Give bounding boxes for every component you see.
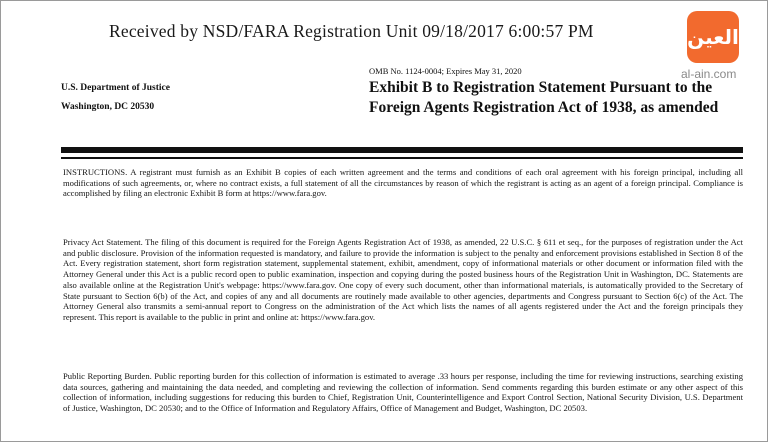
divider-thick xyxy=(61,147,743,153)
logo-glyph: العين xyxy=(687,25,739,49)
al-ain-logo xyxy=(687,11,739,63)
omb-number: OMB No. 1124-0004; Expires May 31, 2020 xyxy=(369,66,522,76)
department-name: U.S. Department of Justice xyxy=(61,83,170,93)
divider-thin xyxy=(61,157,743,159)
form-title-text: Exhibit B to Registration Statement Pursuant to the Foreign Agents Registration Act of 1938, as amended xyxy=(369,79,719,116)
logo-site-text: al-ain.com xyxy=(681,67,737,81)
form-title xyxy=(369,78,729,118)
reporting-burden-paragraph: Public Reporting Burden. Public reporting burden for this collection of information is estimated to average .33 hours per response, including the time for reviewing instructions, searching existing data sources, gathering and maintaining the data needed, and completing and reviewing the collection of information. Send comments regarding this burden estimate or any other aspect of this collection of information, including suggestions for reducing this burden to Chief, Registration Unit, Counterintelligence and Export Control Section, National Security Division, U.S. Department of Justice, Washington, DC 20530; and to the Office of Information and Regulatory Affairs, Office of Management and Budget, Washington, DC 20503. xyxy=(63,371,743,414)
instructions-paragraph: INSTRUCTIONS. A registrant must furnish as an Exhibit B copies of each written agreement and the terms and conditions of each oral agreement with his foreign principal, including all modifications of such agreements, or, where no contract exists, a full statement of all the circumstances by reason of which the registrant is acting as an agent of a foreign principal. Compliance is accomplished by filing an electronic Exhibit B form at https://www.fara.gov. xyxy=(63,167,743,199)
department-address: Washington, DC 20530 xyxy=(61,102,155,112)
received-stamp: Received by NSD/FARA Registration Unit 09/18/2017 6:00:57 PM xyxy=(109,21,594,41)
privacy-act-paragraph: Privacy Act Statement. The filing of this document is required for the Foreign Agents Registration Act of 1938, as amended, 22 U.S.C. § 611 et seq., for the purposes of registration under the Act and public disclosure. Provision of the information requested is mandatory, and failure to provide the information is subject to the penalty and enforcement provisions established in Section 8 of the Act. Every registration statement, short form registration statement, supplemental statement, exhibit, amendment, copy of informational materials or other document or information filed with the Attorney General under this Act is a public record open to public examination, inspection and copying during the posted business hours of the Registration Unit in Washington, DC. Statements are also available online at the Registration Unit's webpage: https://www.fara.gov. One copy of every such document, other than informational materials, is automatically provided to the Secretary of State pursuant to Section 6(b) of the Act, and copies of any and all documents are routinely made available to other agencies, departments and Congress pursuant to Section 6(c) of the Act. The Attorney General also transmits a semi-annual report to Congress on the administration of the Act which lists the names of all agents registered under the Act and the foreign principals they represent. This report is available to the public in print and online at: https://www.fara.gov. xyxy=(63,237,743,322)
